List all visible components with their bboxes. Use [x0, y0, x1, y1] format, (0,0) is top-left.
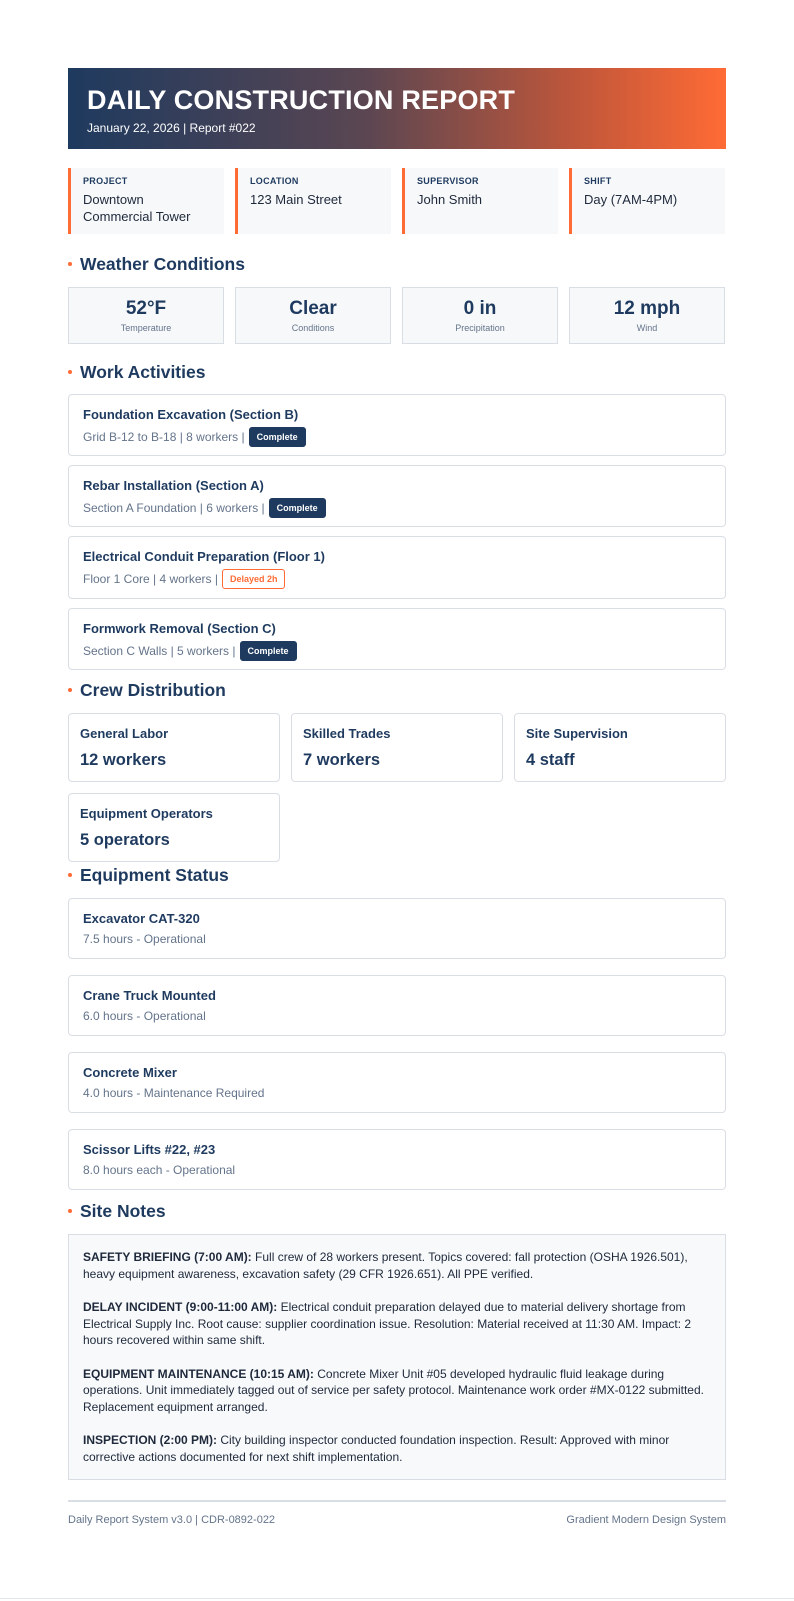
weather-row: [68, 287, 726, 344]
note-label: INSPECTION (2:00 PM):: [83, 1433, 218, 1447]
activity-card: [68, 536, 726, 599]
info-value: 123 Main Street: [250, 192, 342, 207]
section-heading: Weather Conditions: [80, 253, 245, 274]
section-heading: Work Activities: [80, 361, 206, 382]
crew-title: Site Supervision: [526, 726, 628, 741]
activity-meta: Floor 1 Core | 4 workers |: [83, 572, 218, 586]
status-badge: Complete: [249, 427, 306, 447]
equipment-name: Concrete Mixer: [83, 1065, 177, 1080]
note-text: Electrical conduit preparation delayed due to material delivery shortage from Electrical Supply Inc. Root cause: supplier coordination issue. Resolution: Material received at 11:30 AM. Impact: 2 hours recovered within same shift.: [83, 1300, 692, 1347]
crew-title: General Labor: [80, 726, 169, 741]
equipment-card: [68, 1052, 726, 1113]
equipment-card: [68, 975, 726, 1036]
info-label: SUPERVISOR: [417, 176, 479, 186]
equipment-list: [68, 898, 726, 1190]
report-subtitle: January 22, 2026 | Report #022: [87, 121, 256, 135]
crew-count: 7 workers: [303, 751, 381, 769]
note-label: SAFETY BRIEFING (7:00 AM):: [83, 1250, 252, 1264]
activity-card: [68, 465, 726, 527]
bullet-icon: [68, 688, 72, 692]
weather-value: 0 in: [463, 298, 497, 319]
activities-section-title: [68, 361, 726, 383]
section-heading: Site Notes: [80, 1200, 166, 1221]
bullet-icon: [68, 262, 72, 266]
crew-section-title: [68, 679, 726, 701]
page-bottom-divider: [0, 1598, 794, 1599]
project-info-row: [68, 168, 726, 234]
weather-label: Precipitation: [455, 323, 505, 333]
bullet-icon: [68, 370, 72, 374]
bullet-icon: [68, 1209, 72, 1213]
info-label: SHIFT: [584, 176, 612, 186]
note-paragraph: [83, 1366, 711, 1416]
bullet-icon: [68, 873, 72, 877]
crew-card: [68, 713, 280, 782]
status-badge: Delayed 2h: [222, 569, 286, 589]
equipment-status: 7.5 hours - Operational: [83, 932, 206, 946]
section-heading: Equipment Status: [80, 864, 229, 885]
note-label: DELAY INCIDENT (9:00-11:00 AM):: [83, 1300, 278, 1314]
activity-meta-row: [83, 427, 711, 447]
activities-list: [68, 394, 726, 670]
info-label: LOCATION: [250, 176, 299, 186]
info-card-project: [68, 168, 224, 234]
section-heading: Crew Distribution: [80, 679, 226, 700]
info-value: Day (7AM-4PM): [584, 192, 678, 207]
equipment-status: 8.0 hours each - Operational: [83, 1163, 236, 1177]
crew-card: [291, 713, 503, 782]
weather-section-title: [68, 253, 726, 275]
crew-title: Skilled Trades: [303, 726, 391, 741]
activity-card: [68, 394, 726, 456]
crew-card: [68, 793, 280, 862]
equipment-status: 6.0 hours - Operational: [83, 1009, 206, 1023]
weather-value: 52°F: [125, 298, 167, 319]
crew-count: 12 workers: [80, 751, 167, 769]
equipment-status: 4.0 hours - Maintenance Required: [83, 1086, 265, 1100]
status-badge: Complete: [240, 641, 297, 661]
activity-meta-row: [83, 569, 711, 589]
activity-meta-row: [83, 498, 711, 518]
weather-label: Conditions: [291, 323, 335, 333]
report-title: DAILY CONSTRUCTION REPORT: [87, 85, 516, 115]
equipment-card: [68, 898, 726, 959]
info-card-supervisor: [402, 168, 558, 234]
report-page: [68, 68, 726, 1527]
weather-card-wind: [569, 287, 725, 344]
crew-count: 5 operators: [80, 831, 170, 849]
info-label: PROJECT: [83, 176, 128, 186]
weather-label: Wind: [636, 323, 658, 333]
equipment-section-title: [68, 864, 726, 886]
equipment-name: Excavator CAT-320: [83, 911, 200, 926]
site-notes: [68, 1234, 726, 1480]
info-card-shift: [569, 168, 725, 234]
activity-meta: Section A Foundation | 6 workers |: [83, 501, 265, 515]
activity-card: [68, 608, 726, 670]
notes-section-title: [68, 1200, 726, 1222]
crew-count: 4 staff: [526, 751, 575, 769]
note-label: EQUIPMENT MAINTENANCE (10:15 AM):: [83, 1366, 314, 1381]
crew-title: Equipment Operators: [80, 806, 213, 821]
report-header: [68, 68, 726, 149]
footer-system-id: Daily Report System v3.0 | CDR-0892-022: [68, 1514, 276, 1526]
info-value: Downtown Commercial Tower: [83, 192, 191, 224]
note-text: Full crew of 28 workers present. Topics covered: fall protection (OSHA 1926.501), heavy equipment awareness, excavation safety (29 CFR 1926.651). All PPE verified.: [83, 1250, 688, 1281]
note-text: City building inspector conducted foundation inspection. Result: Approved with minor corrective actions documented for next shift implementation.: [83, 1433, 670, 1464]
activity-meta: Grid B-12 to B-18 | 8 workers |: [83, 430, 245, 444]
note-paragraph: [83, 1432, 711, 1465]
weather-label: Temperature: [120, 323, 172, 333]
activity-meta-row: [83, 641, 711, 661]
status-badge: Complete: [269, 498, 326, 518]
note-text: Concrete Mixer Unit #05 developed hydraulic fluid leakage during operations. Unit immediately tagged out of service per safety protocol. Maintenance work order #MX-0122 submitted. Replacement equipment arranged.: [83, 1366, 704, 1414]
weather-card-temperature: [68, 287, 224, 344]
info-value: John Smith: [417, 192, 483, 207]
activity-title: Foundation Excavation (Section B): [83, 407, 299, 422]
equipment-name: Crane Truck Mounted: [83, 988, 216, 1003]
report-footer: [68, 1500, 726, 1527]
note-paragraph: [83, 1299, 711, 1349]
weather-value: Clear: [289, 298, 337, 319]
crew-grid: [68, 713, 726, 862]
activity-title: Formwork Removal (Section C): [83, 621, 276, 636]
weather-card-precipitation: [402, 287, 558, 344]
equipment-card: [68, 1129, 726, 1190]
activity-title: Electrical Conduit Preparation (Floor 1): [83, 549, 325, 564]
footer-design-system: Gradient Modern Design System: [566, 1514, 726, 1526]
equipment-name: Scissor Lifts #22, #23: [83, 1142, 216, 1157]
activity-meta: Section C Walls | 5 workers |: [83, 644, 236, 658]
info-card-location: [235, 168, 391, 234]
crew-card: [514, 713, 726, 782]
weather-value: 12 mph: [613, 298, 681, 319]
note-paragraph: [83, 1249, 711, 1282]
activity-title: Rebar Installation (Section A): [83, 478, 264, 493]
weather-card-conditions: [235, 287, 391, 344]
